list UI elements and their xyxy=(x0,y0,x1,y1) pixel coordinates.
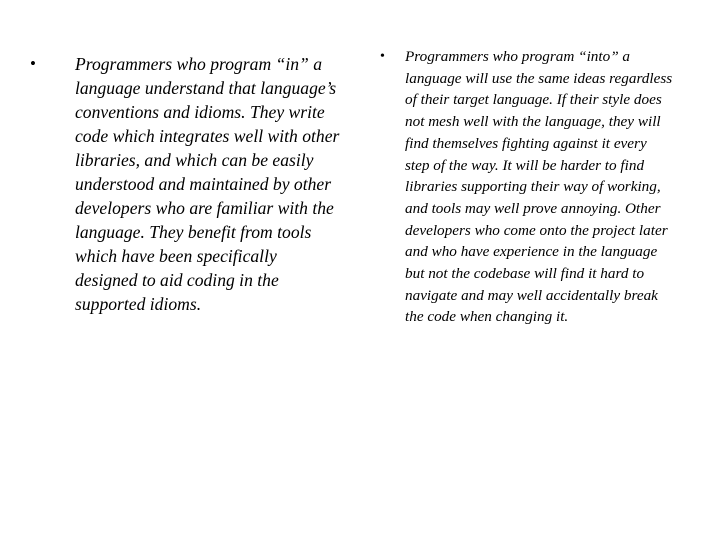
bullet-text-into: Programmers who program “into” a language will use the same ideas regardless of their target language. If their style does not mesh well with the language, they will find themselves fighting against it every step of the way. It will be harder to find libraries supporting their way of working, and tools may well prove annoying. Other developers who come onto the project later and who have experience in the language but not the codebase will find it hard to navigate and may well accidentally break the code when changing it. xyxy=(405,48,673,326)
bullet-point-icon: • xyxy=(380,49,385,64)
bullet-point-icon: • xyxy=(30,54,36,73)
bullet-text-in: Programmers who program “in” a language understand that language’s conventions and idioms. They write code which integrates well with other libraries, and which can be easily understood and maintained by other developers who are familiar with the language. They benefit from tools which have been specifically designed to aid coding in the supported idioms. xyxy=(75,54,340,314)
